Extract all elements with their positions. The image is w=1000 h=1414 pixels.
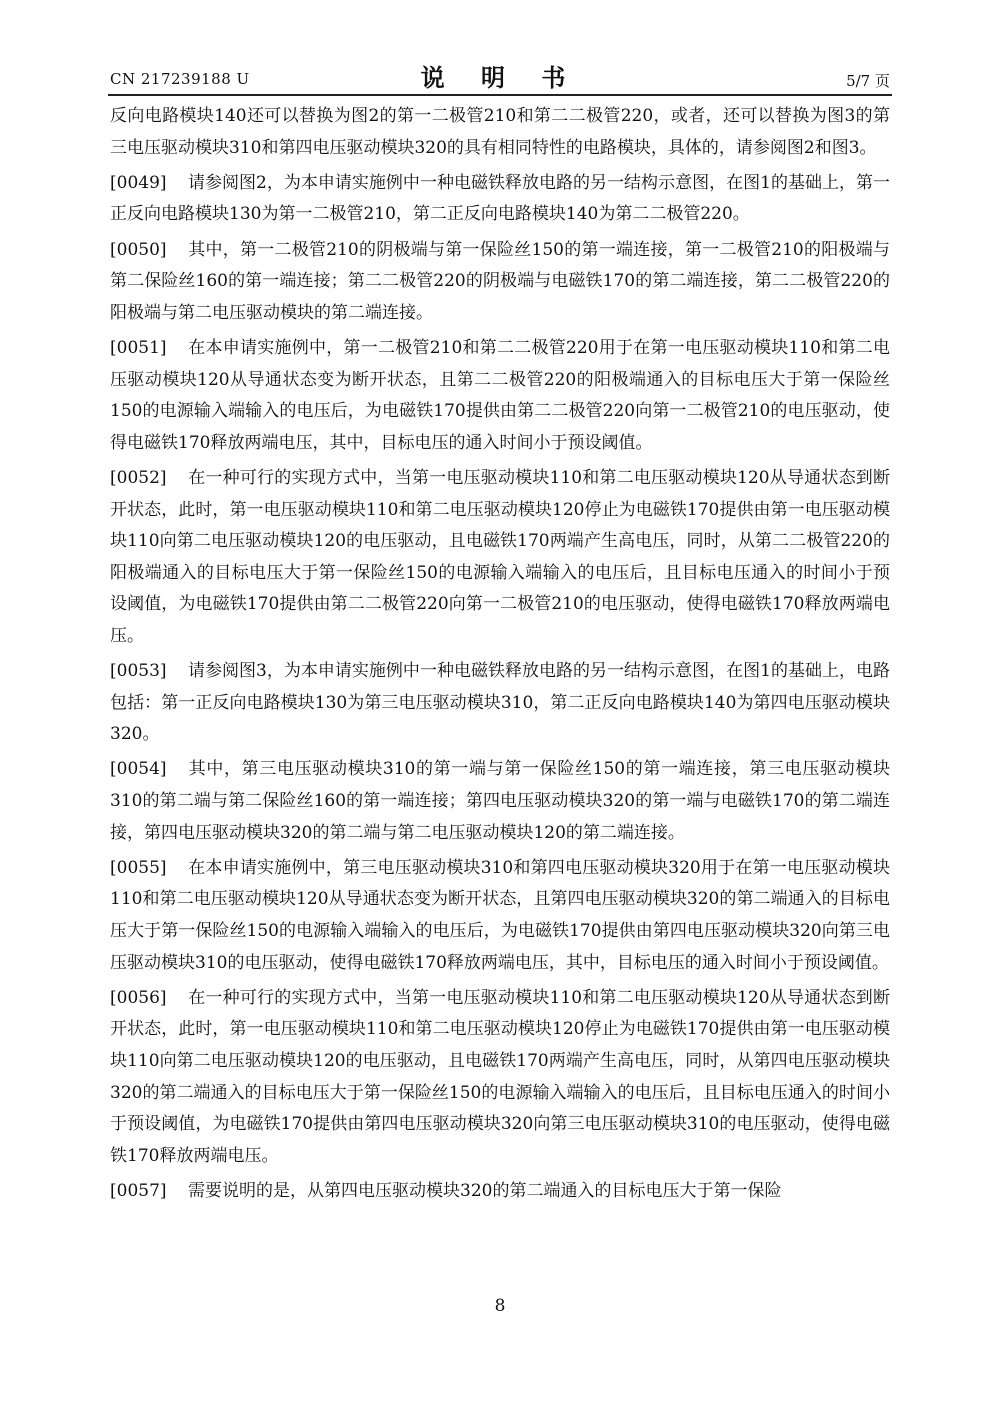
- paragraph-text: 请参阅图3，为本申请实施例中一种电磁铁释放电路的另一结构示意图，在图1的基础上，电路包括：第一正反向电路模块130为第三电压驱动模块310，第二正反向电路模块140为第四电压驱动模块320。: [110, 661, 890, 745]
- header-divider: [108, 94, 892, 96]
- paragraph-text: 在一种可行的实现方式中，当第一电压驱动模块110和第二电压驱动模块120从导通状态到断开状态，此时，第一电压驱动模块110和第二电压驱动模块120停止为电磁铁170提供由第一电压驱动模块110向第二电压驱动模块120的电压驱动，且电磁铁170两端产生高电压，同时，从第二二极管220的阳极端通入的目标电压大于第一保险丝150的电源输入端输入的电压后，且目标电压通入的时间小于预设阈值，为电磁铁170提供由第二二极管220向第一二极管210的电压驱动，使得电磁铁170释放两端电压。: [110, 467, 890, 646]
- paragraph: [110, 235, 890, 330]
- paragraph-number: [0055]: [110, 857, 167, 878]
- paragraph: [110, 101, 890, 164]
- page-header: [110, 58, 890, 94]
- paragraph-number: [0054]: [110, 759, 167, 780]
- paragraph: [110, 754, 890, 849]
- paragraph-number: [0051]: [110, 337, 167, 358]
- paragraph: [110, 656, 890, 751]
- paragraph-number: [0057]: [110, 1180, 167, 1201]
- page-number: 8: [494, 1296, 506, 1316]
- paragraph-text: 反向电路模块140还可以替换为图2的第一二极管210和第二二极管220，或者，还可以替换为图3的第三电压驱动模块310和第四电压驱动模块320的具有相同特性的电路模块，具体的，请参阅图2和图3。: [110, 106, 890, 158]
- paragraph: [110, 1176, 890, 1208]
- document-body: [110, 101, 890, 1211]
- paragraph: [110, 463, 890, 653]
- paragraph: [110, 168, 890, 231]
- paragraph-text: 在本申请实施例中，第三电压驱动模块310和第四电压驱动模块320用于在第一电压驱动模块110和第二电压驱动模块120从导通状态变为断开状态，且第四电压驱动模块320的第二端通入的目标电压大于第一保险丝150的电源输入端输入的电压后，为电磁铁170提供由第四电压驱动模块320向第三电压驱动模块310的电压驱动，使得电磁铁170释放两端电压，其中，目标电压的通入时间小于预设阈值。: [110, 857, 890, 973]
- paragraph-number: [0050]: [110, 239, 167, 260]
- paragraph-text: 在一种可行的实现方式中，当第一电压驱动模块110和第二电压驱动模块120从导通状态到断开状态，此时，第一电压驱动模块110和第二电压驱动模块120停止为电磁铁170提供由第一电压驱动模块110向第二电压驱动模块120的电压驱动，且电磁铁170两端产生高电压，同时，从第四电压驱动模块320的第二端通入的目标电压大于第一保险丝150的电源输入端输入的电压后，且目标电压通入的时间小于预设阈值，为电磁铁170提供由第四电压驱动模块320向第三电压驱动模块310的电压驱动，使得电磁铁170释放两端电压。: [110, 987, 890, 1166]
- paragraph-text: 在本申请实施例中，第一二极管210和第二二极管220用于在第一电压驱动模块110和第二电压驱动模块120从导通状态变为断开状态，且第二二极管220的阳极端通入的目标电压大于第一保险丝150的电源输入端输入的电压后，为电磁铁170提供由第二二极管220向第一二极管210的电压驱动，使得电磁铁170释放两端电压，其中，目标电压的通入时间小于预设阈值。: [110, 337, 890, 453]
- page-title: 说 明 书: [420, 63, 580, 92]
- paragraph-number: [0053]: [110, 661, 167, 682]
- doc-number: CN 217239188 U: [110, 70, 250, 88]
- paragraph-number: [0052]: [110, 467, 167, 488]
- paragraph-text: 其中，第三电压驱动模块310的第一端与第一保险丝150的第一端连接，第三电压驱动模块310的第二端与第二保险丝160的第一端连接；第四电压驱动模块320的第一端与电磁铁170的第二端连接，第四电压驱动模块320的第二端与第二电压驱动模块120的第二端连接。: [110, 759, 890, 843]
- paragraph: [110, 983, 890, 1173]
- paragraph-text: 需要说明的是，从第四电压驱动模块320的第二端通入的目标电压大于第一保险: [188, 1180, 782, 1201]
- page-of-indicator: 5/7 页: [846, 72, 890, 90]
- paragraph-number: [0056]: [110, 987, 167, 1008]
- paragraph: [110, 853, 890, 979]
- paragraph-text: 其中，第一二极管210的阴极端与第一保险丝150的第一端连接，第一二极管210的阳极端与第二保险丝160的第一端连接；第二二极管220的阴极端与电磁铁170的第二端连接，第二二极管220的阳极端与第二电压驱动模块的第二端连接。: [110, 239, 890, 323]
- paragraph-text: 请参阅图2，为本申请实施例中一种电磁铁释放电路的另一结构示意图，在图1的基础上，第一正反向电路模块130为第一二极管210，第二正反向电路模块140为第二二极管220。: [110, 172, 890, 225]
- paragraph: [110, 333, 890, 459]
- paragraph-number: [0049]: [110, 172, 167, 193]
